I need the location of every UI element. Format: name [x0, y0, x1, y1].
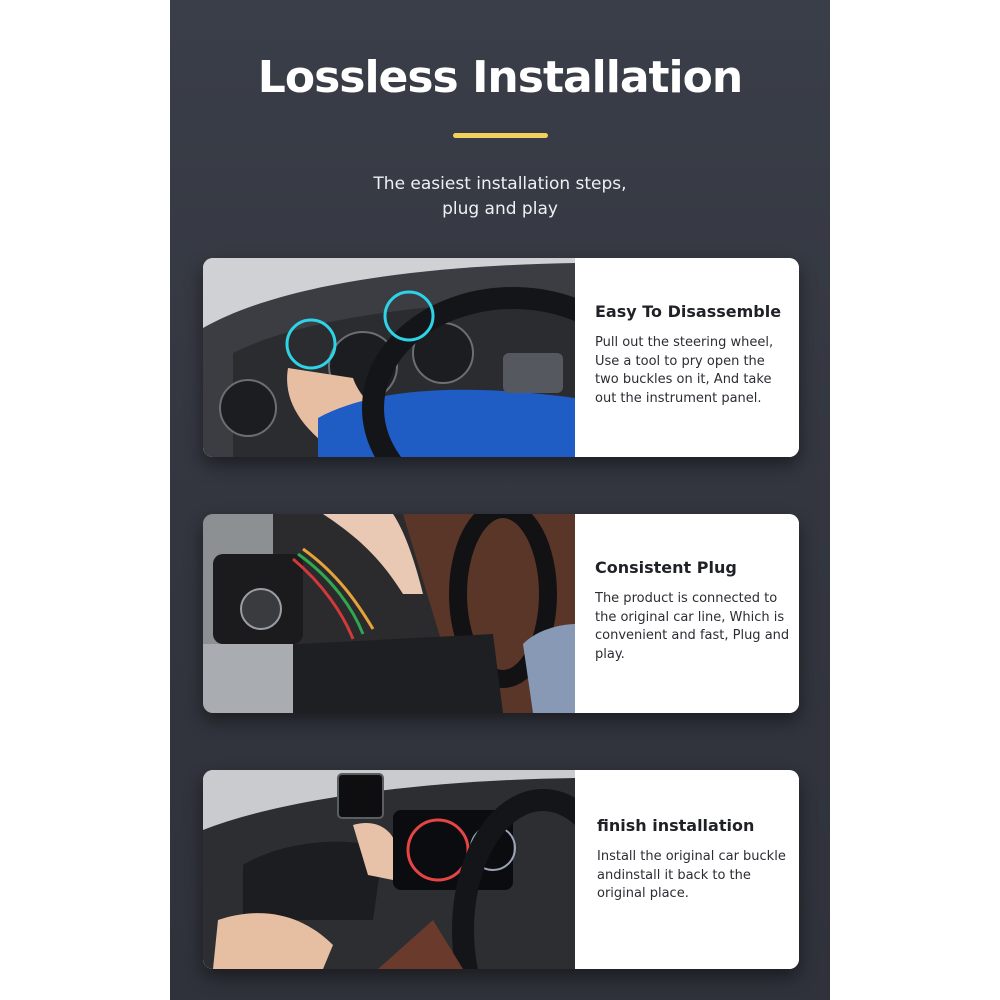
- step-card-plug: [203, 514, 799, 713]
- step-card-finish: [203, 770, 799, 969]
- step-2-description: The product is connected to the original car line, Which is convenient and fast, Plug and play.: [595, 591, 790, 662]
- step-card-disassemble: [203, 258, 799, 457]
- page-title: Lossless Installation: [257, 52, 743, 103]
- product-panel: [170, 0, 830, 1000]
- step-3-title: finish installation: [597, 816, 755, 835]
- subtitle-line-2: plug and play: [442, 199, 558, 219]
- step-1-text: [575, 258, 799, 457]
- step-1-description: Pull out the steering wheel, Use a tool to pry open the two buckles on it, And take out the instrument panel.: [595, 335, 774, 406]
- step-3-photo: [203, 770, 575, 969]
- subtitle-line-1: The easiest installation steps,: [373, 174, 627, 194]
- step-1-title: Easy To Disassemble: [595, 302, 782, 321]
- page-subtitle: [170, 172, 830, 222]
- step-3-description: Install the original car buckle andinstall it back to the original place.: [597, 849, 786, 901]
- title-accent-bar: [453, 133, 548, 138]
- step-3-text: [575, 770, 799, 969]
- step-2-text: [575, 514, 799, 713]
- step-2-photo: [203, 514, 575, 713]
- step-1-photo: [203, 258, 575, 457]
- step-2-title: Consistent Plug: [595, 558, 737, 577]
